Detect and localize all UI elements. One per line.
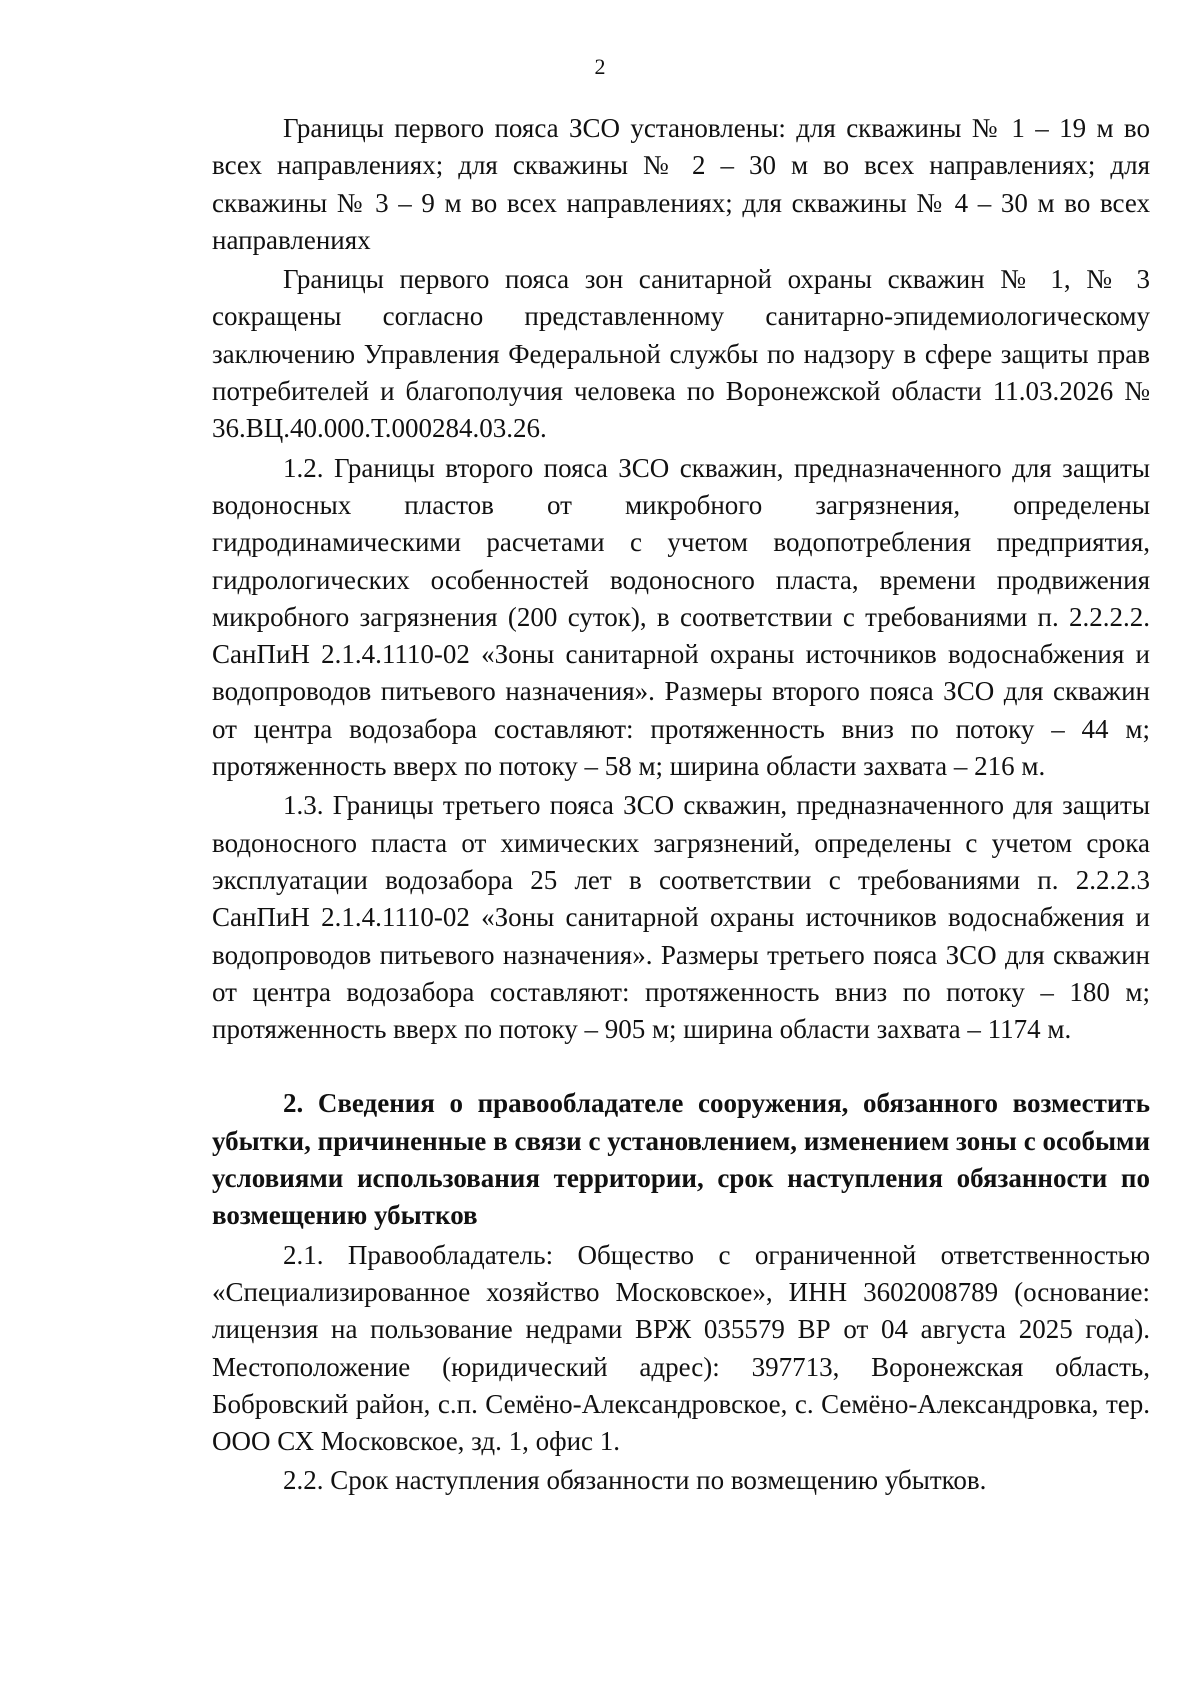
- paragraph-1-2-zone2: 1.2. Границы второго пояса ЗСО скважин, предназначенного для защиты водоносных пластов от микробного загрязнения, определены гидродинамическими расчетами с учетом водопотребления предприятия, гидрологических особенностей водоносного пласта, времени продвижения микробного загрязнения (200 суток), в соответствии с требованиями п. 2.2.2.2. СанПиН 2.1.4.1110-02 «Зоны санитарной охраны источников водоснабжения и водопроводов питьевого назначения». Размеры второго пояса ЗСО для скважин от центра водозабора составляют: протяженность вниз по потоку – 44 м; протяженность вверх по потоку – 58 м; ширина области захвата – 216 м.: [212, 452, 1150, 782]
- document-body: [212, 110, 1150, 1502]
- page-number: 2: [594, 54, 606, 79]
- paragraph-zone1-reduction: Границы первого пояса зон санитарной охраны скважин № 1, № 3 сокращены согласно представленному санитарно-эпидемиологическому заключению Управления Федеральной службы по надзору в сфере защиты прав потребителей и благополучия человека по Воронежской области 11.03.2026 № 36.ВЦ.40.000.Т.000284.03.26.: [212, 264, 1150, 444]
- paragraph-2-2-deadline: 2.2. Срок наступления обязанности по возмещению убытков.: [283, 1465, 987, 1496]
- paragraph-zone1-boundaries: Границы первого пояса ЗСО установлены: для скважины № 1 – 19 м во всех направлениях; для скважины № 2 – 30 м во всех направлениях; для скважины № 3 – 9 м во всех направлениях; для скважины № 4 – 30 м во всех направлениях: [212, 113, 1150, 255]
- section-2-heading: 2. Сведения о правообладателе сооружения, обязанного возместить убытки, причиненные в связи с установлением, изменением зоны с особыми условиями использования территории, срок наступления обязанности по возмещению убытков: [212, 1088, 1150, 1231]
- paragraph-1-3-zone3: 1.3. Границы третьего пояса ЗСО скважин, предназначенного для защиты водоносного пласта от химических загрязнений, определены с учетом срока эксплуатации водозабора 25 лет в соответствии с требованиями п. 2.2.2.3 СанПиН 2.1.4.1110-02 «Зоны санитарной охраны источников водоснабжения и водопроводов питьевого назначения». Размеры третьего пояса ЗСО для скважин от центра водозабора составляют: протяженность вниз по потоку – 180 м; протяженность вверх по потоку – 905 м; ширина области захвата – 1174 м.: [212, 790, 1150, 1045]
- paragraph-2-1-owner: 2.1. Правообладатель: Общество с ограниченной ответственностью «Специализированное хозяйство Московское», ИНН 3602008789 (основание: лицензия на пользование недрами ВРЖ 035579 ВР от 04 августа 2025 года). Местоположение (юридический адрес): 397713, Воронежская область, Бобровский район, с.п. Семёно-Александровское, с. Семёно-Александровка, тер. ООО СХ Московское, зд. 1, офис 1.: [212, 1239, 1150, 1457]
